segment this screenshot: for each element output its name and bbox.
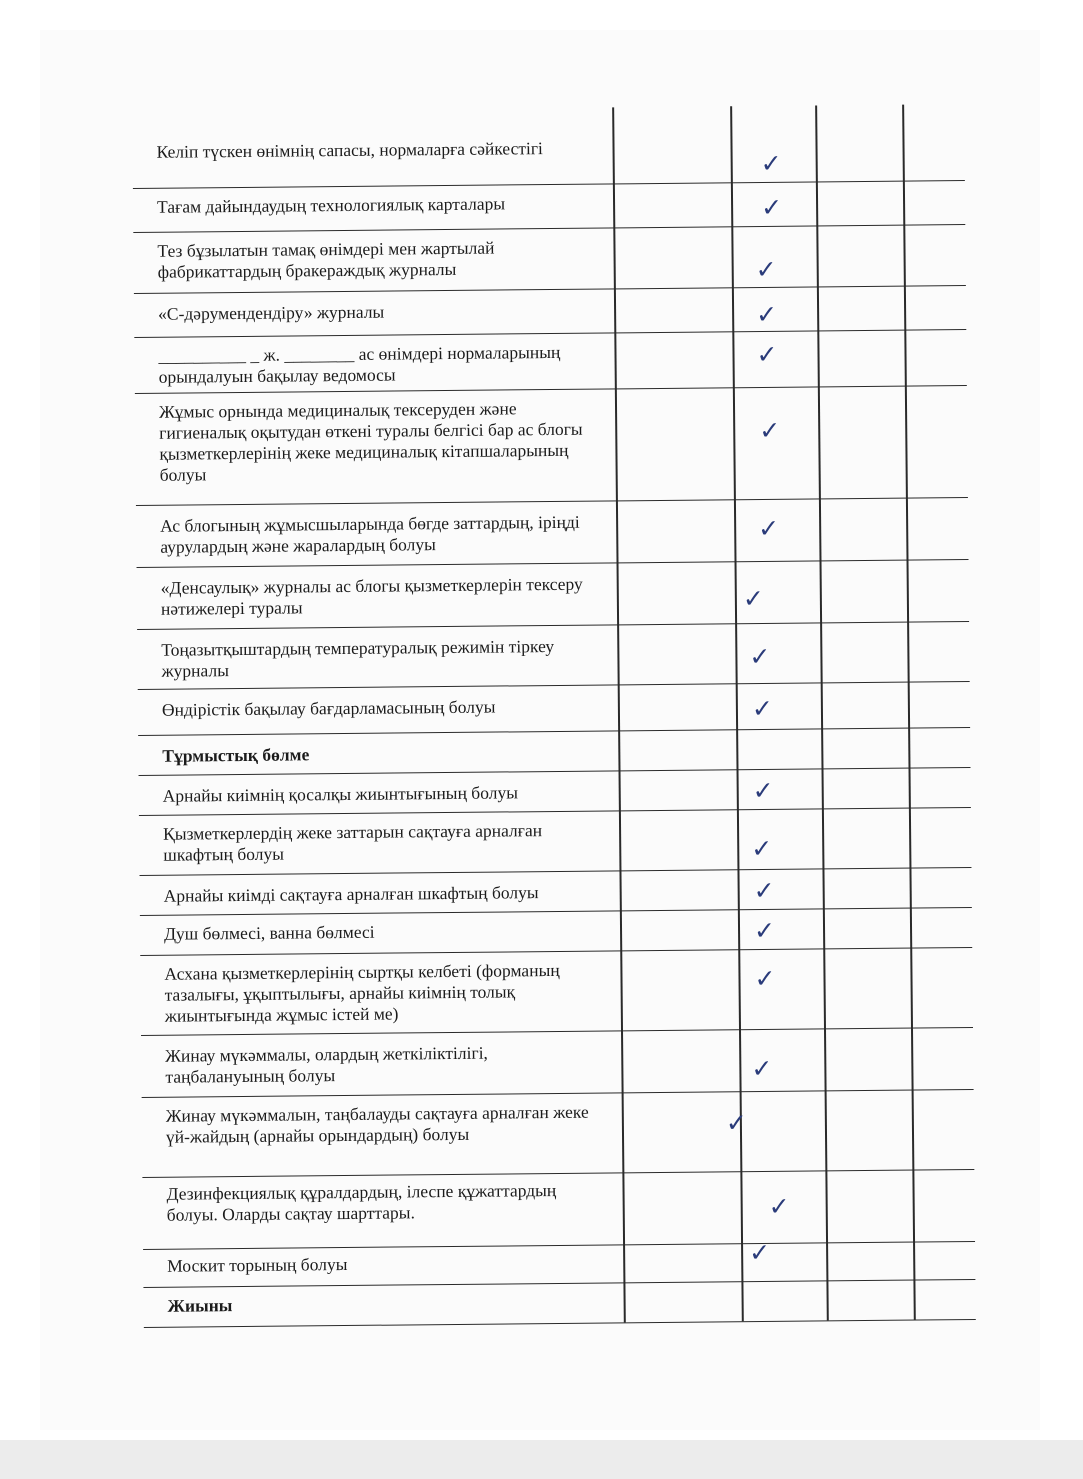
check-mark: ✓ (753, 875, 775, 906)
row-label: Москит торының болуы (167, 1254, 348, 1276)
table-row (134, 286, 966, 338)
table-row (133, 181, 965, 233)
table-row (134, 330, 966, 394)
table-row (143, 1280, 975, 1328)
table-row (140, 948, 973, 1036)
check-mark: ✓ (755, 254, 777, 285)
check-mark: ✓ (754, 963, 776, 994)
row-label: Душ бөлмесі, ванна бөлмесі (163, 921, 375, 944)
check-mark: ✓ (725, 1108, 747, 1138)
table-row (137, 560, 970, 630)
row-label: «С-дәрумендендіру» журналы (158, 301, 385, 324)
row-label: Жұмыс орнында медициналық тексеруден және гигиеналық оқытудан өткені туралы белгісі бар ас блогы қызметкерлерінің жеке медициналық кітапшаларының болуы (158, 398, 583, 485)
row-label: Тоңазытқыштардың температуралық режимін тіркеу журналы (161, 635, 555, 681)
check-mark: ✓ (759, 415, 781, 446)
table-row (132, 104, 965, 189)
check-mark: ✓ (749, 1237, 771, 1268)
check-mark: ✓ (760, 148, 782, 178)
check-mark: ✓ (758, 513, 780, 544)
row-label: __________ _ ж. ________ ас өнімдері нормаларының орындалуын бақылау ведомосы (158, 341, 561, 387)
check-mark: ✓ (760, 192, 783, 222)
check-mark: ✓ (742, 583, 764, 614)
scan-edge (0, 1440, 1083, 1479)
table-row (136, 498, 969, 568)
row-label: Тез бұзылатын тамақ өнімдері мен жартылай фабрикаттардың бракераждық журналы (157, 237, 495, 282)
check-mark: ✓ (752, 775, 774, 806)
row-label: Жинау мүкәммалын, таңбалауды сақтауға арналған жеке үй-жайдың (арнайы орындардың) болуы (165, 1101, 589, 1147)
check-mark: ✓ (755, 299, 778, 330)
table-row (138, 682, 970, 736)
row-label: Келіп түскен өнімнің сапасы, нормаларға сәйкестігі (156, 138, 543, 162)
table-row (142, 1170, 975, 1250)
total-label: Жиыны (167, 1295, 233, 1316)
table-row (137, 622, 970, 690)
row-label: Тағам дайындаудың технологиялық карталары (156, 193, 506, 217)
row-label: «Денсаулық» журналы ас блогы қызметкерлерін тексеру нәтижелері туралы (160, 573, 583, 619)
row-label: Өндірістік бақылау бағдарламасының болуы (161, 696, 496, 720)
row-label: Ас блогының жұмысшыларында бөгде заттардың, іріңді аурулардың және жаралардың болуы (160, 511, 580, 557)
row-label: Жинау мүкәммалы, олардың жеткіліктілігі, таңбалануының болуы (165, 1042, 488, 1087)
row-label: Асхана қызметкерлерінің сыртқы келбеті (форманың тазалығы, ұқыптылығы, арнайы киімнің толық жиынтығында жұмыс істей ме) (164, 959, 560, 1026)
row-label: Дезинфекциялық құралдардың, ілеспе құжаттардың болуы. Оларды сақтау шарттары. (166, 1180, 557, 1225)
section-heading: Тұрмыстық бөлме (162, 744, 310, 766)
check-mark: ✓ (768, 1191, 790, 1221)
table-row (142, 1090, 975, 1178)
check-mark: ✓ (753, 915, 776, 946)
check-mark: ✓ (751, 693, 774, 724)
check-mark: ✓ (751, 1053, 773, 1084)
table-row (141, 1028, 974, 1098)
checklist-table (132, 104, 976, 1332)
table-row (139, 808, 972, 876)
table-row (133, 225, 966, 294)
row-label: Арнайы киімді сақтауға арналған шкафтың болуы (163, 882, 539, 906)
row-label: Арнайы киімнің қосалқы жиынтығының болуы (162, 782, 519, 806)
check-mark: ✓ (756, 339, 778, 370)
check-mark: ✓ (751, 833, 773, 864)
table-row (135, 386, 968, 506)
row-label: Қызметкерлердің жеке заттарын сақтауға арналған шкафтың болуы (162, 820, 543, 865)
check-mark: ✓ (749, 641, 771, 672)
